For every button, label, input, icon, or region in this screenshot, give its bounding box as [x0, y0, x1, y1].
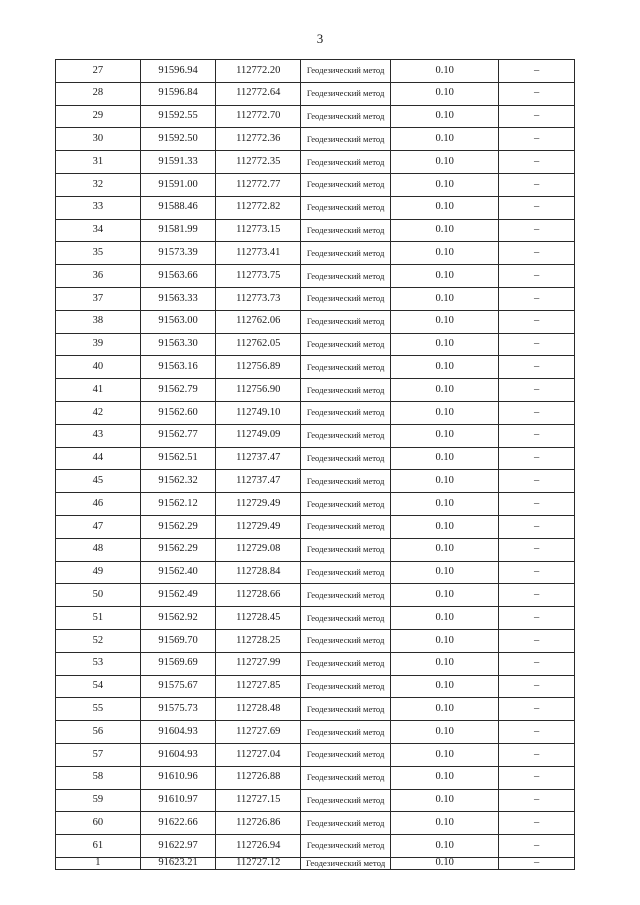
accuracy-cell: 0.10 — [391, 401, 499, 424]
accuracy-cell: 0.10 — [391, 60, 499, 83]
point-number-cell: 33 — [56, 196, 141, 219]
method-cell: Геодезический метод — [301, 789, 391, 812]
note-cell: – — [499, 538, 575, 561]
note-cell: – — [499, 766, 575, 789]
point-number-cell: 53 — [56, 652, 141, 675]
accuracy-cell: 0.10 — [391, 743, 499, 766]
y-coordinate-cell: 112749.10 — [216, 401, 301, 424]
accuracy-cell: 0.10 — [391, 766, 499, 789]
note-cell: – — [499, 173, 575, 196]
note-cell: – — [499, 424, 575, 447]
note-cell: – — [499, 607, 575, 630]
point-number-cell: 48 — [56, 538, 141, 561]
table-row — [56, 766, 575, 789]
y-coordinate-cell: 112773.15 — [216, 219, 301, 242]
note-cell: – — [499, 128, 575, 151]
y-coordinate-cell: 112727.85 — [216, 675, 301, 698]
x-coordinate-cell: 91562.51 — [140, 447, 216, 470]
accuracy-cell: 0.10 — [391, 242, 499, 265]
method-cell: Геодезический метод — [301, 401, 391, 424]
accuracy-cell: 0.10 — [391, 584, 499, 607]
table-row — [56, 196, 575, 219]
accuracy-cell: 0.10 — [391, 721, 499, 744]
x-coordinate-cell: 91563.16 — [140, 356, 216, 379]
table-row — [56, 607, 575, 630]
accuracy-cell: 0.10 — [391, 698, 499, 721]
point-number-cell: 27 — [56, 60, 141, 83]
point-number-cell: 30 — [56, 128, 141, 151]
table-row — [56, 424, 575, 447]
point-number-cell: 37 — [56, 287, 141, 310]
y-coordinate-cell: 112762.06 — [216, 310, 301, 333]
point-number-cell: 40 — [56, 356, 141, 379]
method-cell: Геодезический метод — [301, 196, 391, 219]
y-coordinate-cell: 112756.90 — [216, 379, 301, 402]
note-cell: – — [499, 584, 575, 607]
note-cell: – — [499, 447, 575, 470]
point-number-cell: 45 — [56, 470, 141, 493]
y-coordinate-cell: 112728.48 — [216, 698, 301, 721]
method-cell: Геодезический метод — [301, 379, 391, 402]
y-coordinate-cell: 112729.49 — [216, 515, 301, 538]
note-cell: – — [499, 379, 575, 402]
accuracy-cell: 0.10 — [391, 356, 499, 379]
x-coordinate-cell: 91623.21 — [140, 857, 216, 869]
table-row — [56, 151, 575, 174]
note-cell: – — [499, 151, 575, 174]
method-cell: Геодезический метод — [301, 698, 391, 721]
accuracy-cell: 0.10 — [391, 561, 499, 584]
note-cell: – — [499, 561, 575, 584]
accuracy-cell: 0.10 — [391, 219, 499, 242]
x-coordinate-cell: 91596.84 — [140, 82, 216, 105]
note-cell: – — [499, 333, 575, 356]
x-coordinate-cell: 91562.92 — [140, 607, 216, 630]
note-cell: – — [499, 515, 575, 538]
x-coordinate-cell: 91563.33 — [140, 287, 216, 310]
method-cell: Геодезический метод — [301, 607, 391, 630]
method-cell: Геодезический метод — [301, 538, 391, 561]
y-coordinate-cell: 112737.47 — [216, 470, 301, 493]
method-cell: Геодезический метод — [301, 675, 391, 698]
x-coordinate-cell: 91591.33 — [140, 151, 216, 174]
x-coordinate-cell: 91575.67 — [140, 675, 216, 698]
note-cell: – — [499, 105, 575, 128]
point-number-cell: 44 — [56, 447, 141, 470]
y-coordinate-cell: 112772.64 — [216, 82, 301, 105]
y-coordinate-cell: 112727.04 — [216, 743, 301, 766]
table-row — [56, 265, 575, 288]
point-number-cell: 57 — [56, 743, 141, 766]
method-cell: Геодезический метод — [301, 151, 391, 174]
method-cell: Геодезический метод — [301, 105, 391, 128]
y-coordinate-cell: 112772.20 — [216, 60, 301, 83]
accuracy-cell: 0.10 — [391, 105, 499, 128]
table-row — [56, 333, 575, 356]
method-cell: Геодезический метод — [301, 310, 391, 333]
point-number-cell: 35 — [56, 242, 141, 265]
point-number-cell: 50 — [56, 584, 141, 607]
table-row — [56, 698, 575, 721]
coordinates-table — [55, 59, 575, 870]
table-row — [56, 743, 575, 766]
point-number-cell: 34 — [56, 219, 141, 242]
y-coordinate-cell: 112772.70 — [216, 105, 301, 128]
method-cell: Геодезический метод — [301, 584, 391, 607]
y-coordinate-cell: 112737.47 — [216, 447, 301, 470]
note-cell: – — [499, 356, 575, 379]
x-coordinate-cell: 91604.93 — [140, 743, 216, 766]
point-number-cell: 59 — [56, 789, 141, 812]
page-number: 3 — [316, 31, 324, 46]
x-coordinate-cell: 91562.60 — [140, 401, 216, 424]
x-coordinate-cell: 91610.97 — [140, 789, 216, 812]
x-coordinate-cell: 91562.49 — [140, 584, 216, 607]
method-cell: Геодезический метод — [301, 356, 391, 379]
method-cell: Геодезический метод — [301, 242, 391, 265]
accuracy-cell: 0.10 — [391, 265, 499, 288]
point-number-cell: 49 — [56, 561, 141, 584]
x-coordinate-cell: 91562.32 — [140, 470, 216, 493]
note-cell: – — [499, 242, 575, 265]
note-cell: – — [499, 265, 575, 288]
table-row — [56, 60, 575, 83]
method-cell: Геодезический метод — [301, 219, 391, 242]
y-coordinate-cell: 112773.75 — [216, 265, 301, 288]
point-number-cell: 51 — [56, 607, 141, 630]
note-cell: – — [499, 721, 575, 744]
method-cell: Геодезический метод — [301, 812, 391, 835]
method-cell: Геодезический метод — [301, 333, 391, 356]
note-cell: – — [499, 470, 575, 493]
point-number-cell: 47 — [56, 515, 141, 538]
y-coordinate-cell: 112728.66 — [216, 584, 301, 607]
x-coordinate-cell: 91569.70 — [140, 629, 216, 652]
point-number-cell: 42 — [56, 401, 141, 424]
table-row — [56, 310, 575, 333]
x-coordinate-cell: 91581.99 — [140, 219, 216, 242]
note-cell: – — [499, 835, 575, 858]
method-cell: Геодезический метод — [301, 493, 391, 516]
y-coordinate-cell: 112728.84 — [216, 561, 301, 584]
x-coordinate-cell: 91588.46 — [140, 196, 216, 219]
accuracy-cell: 0.10 — [391, 493, 499, 516]
y-coordinate-cell: 112773.73 — [216, 287, 301, 310]
table-row — [56, 105, 575, 128]
x-coordinate-cell: 91569.69 — [140, 652, 216, 675]
note-cell: – — [499, 789, 575, 812]
point-number-cell: 56 — [56, 721, 141, 744]
y-coordinate-cell: 112756.89 — [216, 356, 301, 379]
accuracy-cell: 0.10 — [391, 196, 499, 219]
point-number-cell: 54 — [56, 675, 141, 698]
x-coordinate-cell: 91622.97 — [140, 835, 216, 858]
y-coordinate-cell: 112772.35 — [216, 151, 301, 174]
table-row — [56, 812, 575, 835]
x-coordinate-cell: 91591.00 — [140, 173, 216, 196]
x-coordinate-cell: 91562.29 — [140, 515, 216, 538]
accuracy-cell: 0.10 — [391, 310, 499, 333]
note-cell: – — [499, 675, 575, 698]
table-row — [56, 493, 575, 516]
method-cell: Геодезический метод — [301, 561, 391, 584]
y-coordinate-cell: 112726.88 — [216, 766, 301, 789]
table-row — [56, 287, 575, 310]
table-row — [56, 173, 575, 196]
x-coordinate-cell: 91562.12 — [140, 493, 216, 516]
accuracy-cell: 0.10 — [391, 515, 499, 538]
method-cell: Геодезический метод — [301, 743, 391, 766]
y-coordinate-cell: 112772.36 — [216, 128, 301, 151]
note-cell: – — [499, 857, 575, 869]
note-cell: – — [499, 219, 575, 242]
table-row — [56, 789, 575, 812]
point-number-cell: 29 — [56, 105, 141, 128]
table-row — [56, 82, 575, 105]
x-coordinate-cell: 91573.39 — [140, 242, 216, 265]
table-row — [56, 401, 575, 424]
method-cell: Геодезический метод — [301, 424, 391, 447]
table-row — [56, 447, 575, 470]
table-row — [56, 379, 575, 402]
accuracy-cell: 0.10 — [391, 151, 499, 174]
y-coordinate-cell: 112727.99 — [216, 652, 301, 675]
point-number-cell: 32 — [56, 173, 141, 196]
table-row — [56, 538, 575, 561]
table-row — [56, 652, 575, 675]
point-number-cell: 31 — [56, 151, 141, 174]
accuracy-cell: 0.10 — [391, 287, 499, 310]
y-coordinate-cell: 112772.82 — [216, 196, 301, 219]
accuracy-cell: 0.10 — [391, 652, 499, 675]
coordinates-table-body — [56, 60, 575, 870]
table-row — [56, 219, 575, 242]
x-coordinate-cell: 91604.93 — [140, 721, 216, 744]
point-number-cell: 58 — [56, 766, 141, 789]
table-row — [56, 835, 575, 858]
note-cell: – — [499, 196, 575, 219]
method-cell: Геодезический метод — [301, 629, 391, 652]
method-cell: Геодезический метод — [301, 265, 391, 288]
accuracy-cell: 0.10 — [391, 333, 499, 356]
table-row — [56, 356, 575, 379]
point-number-cell: 52 — [56, 629, 141, 652]
note-cell: – — [499, 287, 575, 310]
y-coordinate-cell: 112762.05 — [216, 333, 301, 356]
note-cell: – — [499, 652, 575, 675]
point-number-cell: 36 — [56, 265, 141, 288]
table-row — [56, 515, 575, 538]
x-coordinate-cell: 91592.50 — [140, 128, 216, 151]
point-number-cell: 61 — [56, 835, 141, 858]
table-row — [56, 675, 575, 698]
note-cell: – — [499, 310, 575, 333]
table-row — [56, 470, 575, 493]
note-cell: – — [499, 698, 575, 721]
point-number-cell: 41 — [56, 379, 141, 402]
y-coordinate-cell: 112728.25 — [216, 629, 301, 652]
note-cell: – — [499, 401, 575, 424]
accuracy-cell: 0.10 — [391, 629, 499, 652]
x-coordinate-cell: 91563.00 — [140, 310, 216, 333]
point-number-cell: 1 — [56, 857, 141, 869]
y-coordinate-cell: 112726.86 — [216, 812, 301, 835]
accuracy-cell: 0.10 — [391, 424, 499, 447]
note-cell: – — [499, 82, 575, 105]
accuracy-cell: 0.10 — [391, 812, 499, 835]
table-row — [56, 629, 575, 652]
point-number-cell: 38 — [56, 310, 141, 333]
accuracy-cell: 0.10 — [391, 789, 499, 812]
accuracy-cell: 0.10 — [391, 857, 499, 869]
note-cell: – — [499, 629, 575, 652]
x-coordinate-cell: 91563.66 — [140, 265, 216, 288]
accuracy-cell: 0.10 — [391, 835, 499, 858]
accuracy-cell: 0.10 — [391, 447, 499, 470]
y-coordinate-cell: 112773.41 — [216, 242, 301, 265]
method-cell: Геодезический метод — [301, 287, 391, 310]
method-cell: Геодезический метод — [301, 128, 391, 151]
x-coordinate-cell: 91562.79 — [140, 379, 216, 402]
x-coordinate-cell: 91610.96 — [140, 766, 216, 789]
method-cell: Геодезический метод — [301, 82, 391, 105]
note-cell: – — [499, 812, 575, 835]
method-cell: Геодезический метод — [301, 652, 391, 675]
x-coordinate-cell: 91562.29 — [140, 538, 216, 561]
method-cell: Геодезический метод — [301, 515, 391, 538]
method-cell: Геодезический метод — [301, 766, 391, 789]
method-cell: Геодезический метод — [301, 60, 391, 83]
point-number-cell: 55 — [56, 698, 141, 721]
accuracy-cell: 0.10 — [391, 82, 499, 105]
note-cell: – — [499, 493, 575, 516]
table-row — [56, 561, 575, 584]
method-cell: Геодезический метод — [301, 721, 391, 744]
accuracy-cell: 0.10 — [391, 379, 499, 402]
point-number-cell: 39 — [56, 333, 141, 356]
y-coordinate-cell: 112727.15 — [216, 789, 301, 812]
y-coordinate-cell: 112729.08 — [216, 538, 301, 561]
x-coordinate-cell: 91562.40 — [140, 561, 216, 584]
accuracy-cell: 0.10 — [391, 128, 499, 151]
method-cell: Геодезический метод — [301, 470, 391, 493]
x-coordinate-cell: 91622.66 — [140, 812, 216, 835]
note-cell: – — [499, 743, 575, 766]
y-coordinate-cell: 112728.45 — [216, 607, 301, 630]
table-row — [56, 128, 575, 151]
method-cell: Геодезический метод — [301, 857, 391, 869]
accuracy-cell: 0.10 — [391, 538, 499, 561]
table-row — [56, 721, 575, 744]
point-number-cell: 28 — [56, 82, 141, 105]
y-coordinate-cell: 112727.12 — [216, 857, 301, 869]
x-coordinate-cell: 91596.94 — [140, 60, 216, 83]
x-coordinate-cell: 91563.30 — [140, 333, 216, 356]
accuracy-cell: 0.10 — [391, 607, 499, 630]
method-cell: Геодезический метод — [301, 447, 391, 470]
x-coordinate-cell: 91592.55 — [140, 105, 216, 128]
table-row — [56, 242, 575, 265]
method-cell: Геодезический метод — [301, 835, 391, 858]
accuracy-cell: 0.10 — [391, 173, 499, 196]
table-row — [56, 857, 575, 869]
accuracy-cell: 0.10 — [391, 470, 499, 493]
point-number-cell: 46 — [56, 493, 141, 516]
point-number-cell: 43 — [56, 424, 141, 447]
y-coordinate-cell: 112726.94 — [216, 835, 301, 858]
note-cell: – — [499, 60, 575, 83]
y-coordinate-cell: 112727.69 — [216, 721, 301, 744]
method-cell: Геодезический метод — [301, 173, 391, 196]
x-coordinate-cell: 91575.73 — [140, 698, 216, 721]
x-coordinate-cell: 91562.77 — [140, 424, 216, 447]
y-coordinate-cell: 112729.49 — [216, 493, 301, 516]
y-coordinate-cell: 112772.77 — [216, 173, 301, 196]
accuracy-cell: 0.10 — [391, 675, 499, 698]
y-coordinate-cell: 112749.09 — [216, 424, 301, 447]
point-number-cell: 60 — [56, 812, 141, 835]
table-row — [56, 584, 575, 607]
